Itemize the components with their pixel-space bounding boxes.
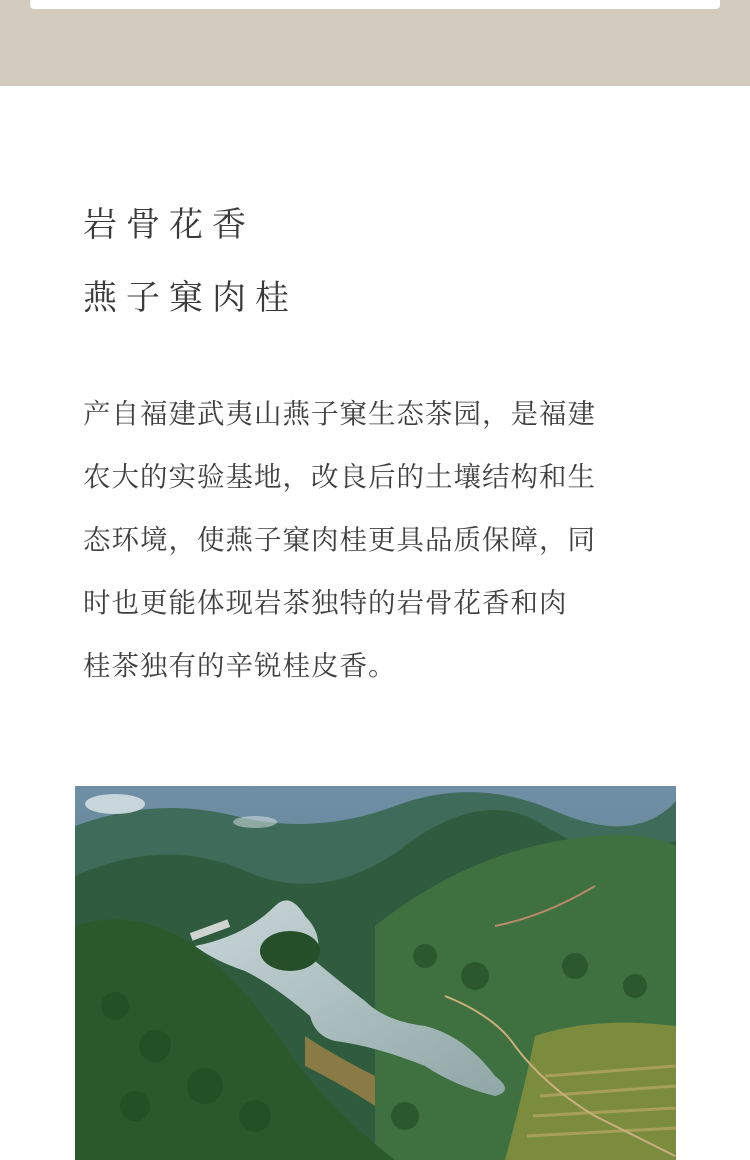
description-line: 产自福建武夷山燕子窠生态茶园，是福建 [83, 398, 596, 430]
tea-garden-aerial-photo [75, 786, 676, 1160]
description-line: 农大的实验基地，改良后的土壤结构和生 [83, 461, 596, 493]
description-paragraph [83, 383, 673, 698]
description-line: 态环境，使燕子窠肉桂更具品质保障，同 [83, 524, 596, 556]
description-line: 桂茶独有的辛锐桂皮香。 [83, 650, 397, 682]
top-band [0, 0, 750, 86]
title-line-2: 燕子窠肉桂 [83, 278, 298, 318]
title-line-1: 岩骨花香 [83, 205, 255, 245]
top-card-edge [30, 0, 720, 9]
description-line: 时也更能体现岩茶独特的岩骨花香和肉 [83, 587, 568, 619]
